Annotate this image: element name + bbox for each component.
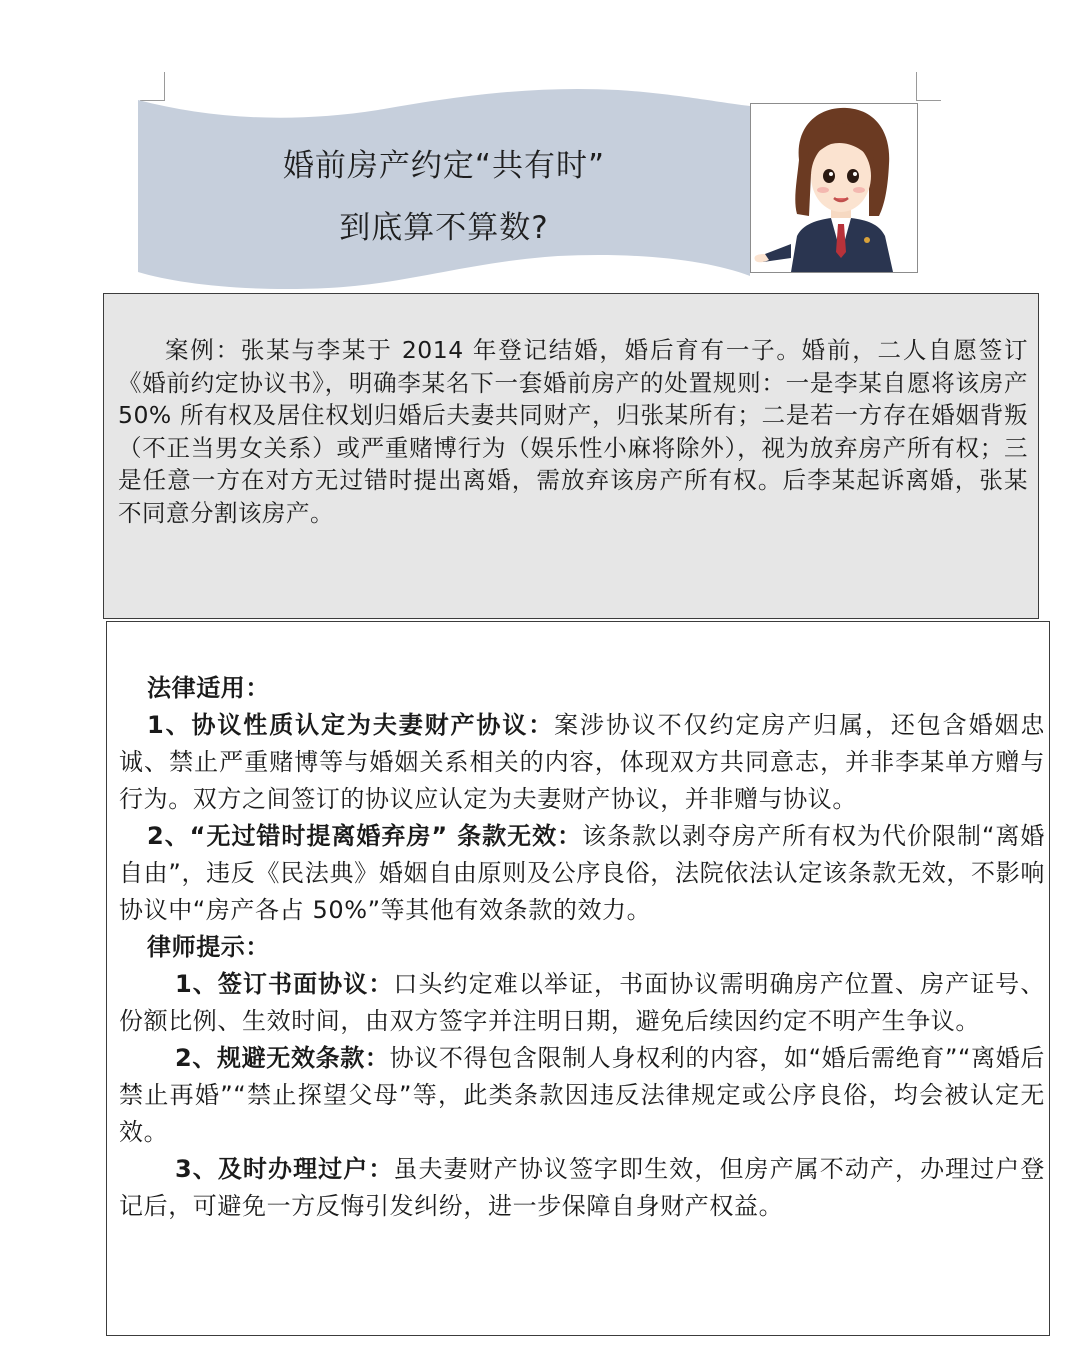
law-item-body: 该条款以剥夺房产所有权为代价限制“离婚自由”，违反《民法典》婚姻自由原则及公序良俗，法院依法认定该条款无效，不影响协议中“房产各占 50%”等其他有效条款的效力。 <box>119 822 1045 924</box>
tip-item <box>119 1040 1045 1151</box>
tip-item <box>119 1151 1045 1225</box>
law-item-title: 2、“无过错时提离婚弃房” 条款无效： <box>147 822 583 850</box>
banner-shape <box>138 84 750 294</box>
tip-item-title: 2、规避无效条款： <box>175 1044 390 1072</box>
page-title-line-2: 到底算不算数? <box>339 210 549 246</box>
lawyer-avatar-icon <box>751 104 917 272</box>
case-text: 案例：张某与李某于 2014 年登记结婚，婚后育有一子。婚前，二人自愿签订《婚前约定协议书》，明确李某名下一套婚前房产的处置规则：一是李某自愿将该房产 50% 所有权及居住权划归婚后夫妻共同财产，归张某所有；二是若一方存在婚姻背叛（不正当男女关系）或严重赌博行为（娱乐性小麻将除外），视为放弃房产所有权；三是任意一方在对方无过错时提出离婚，需放弃该房产所有权。后李某起诉离婚，张某不同意分割该房产。 <box>118 336 1028 527</box>
law-item <box>119 707 1045 818</box>
tip-item-title: 3、及时办理过户： <box>175 1155 394 1183</box>
law-item-title: 1、协议性质认定为夫妻财产协议： <box>147 711 555 739</box>
page-title-line-1: 婚前房产约定“共有时” <box>282 148 606 184</box>
law-item-body: 案涉协议不仅约定房产归属，还包含婚姻忠诚、禁止严重赌博等与婚姻关系相关的内容，体现双方共同意志，并非李某单方赠与行为。双方之间签订的协议应认定为夫妻财产协议，并非赠与协议。 <box>119 711 1045 813</box>
lawyer-avatar <box>750 103 918 273</box>
case-box <box>103 293 1039 619</box>
tips-heading: 律师提示： <box>147 933 270 961</box>
page-corner-mark-right <box>916 72 941 101</box>
legal-analysis-box <box>106 621 1050 1336</box>
tip-item <box>119 966 1045 1040</box>
law-heading: 法律适用： <box>147 674 270 702</box>
title-banner <box>138 84 750 294</box>
law-item <box>119 818 1045 929</box>
tip-item-body: 虽夫妻财产协议签字即生效，但房产属不动产，办理过户登记后，可避免一方反悔引发纠纷，进一步保障自身财产权益。 <box>119 1155 1045 1220</box>
tip-item-title: 1、签订书面协议： <box>175 970 394 998</box>
tip-item-body: 口头约定难以举证，书面协议需明确房产位置、房产证号、份额比例、生效时间，由双方签字并注明日期，避免后续因约定不明产生争议。 <box>119 970 1045 1035</box>
tip-item-body: 协议不得包含限制人身权利的内容，如“婚后需绝育”“离婚后禁止再婚”“禁止探望父母”等，此类条款因违反法律规定或公序良俗，均会被认定无效。 <box>119 1044 1045 1146</box>
